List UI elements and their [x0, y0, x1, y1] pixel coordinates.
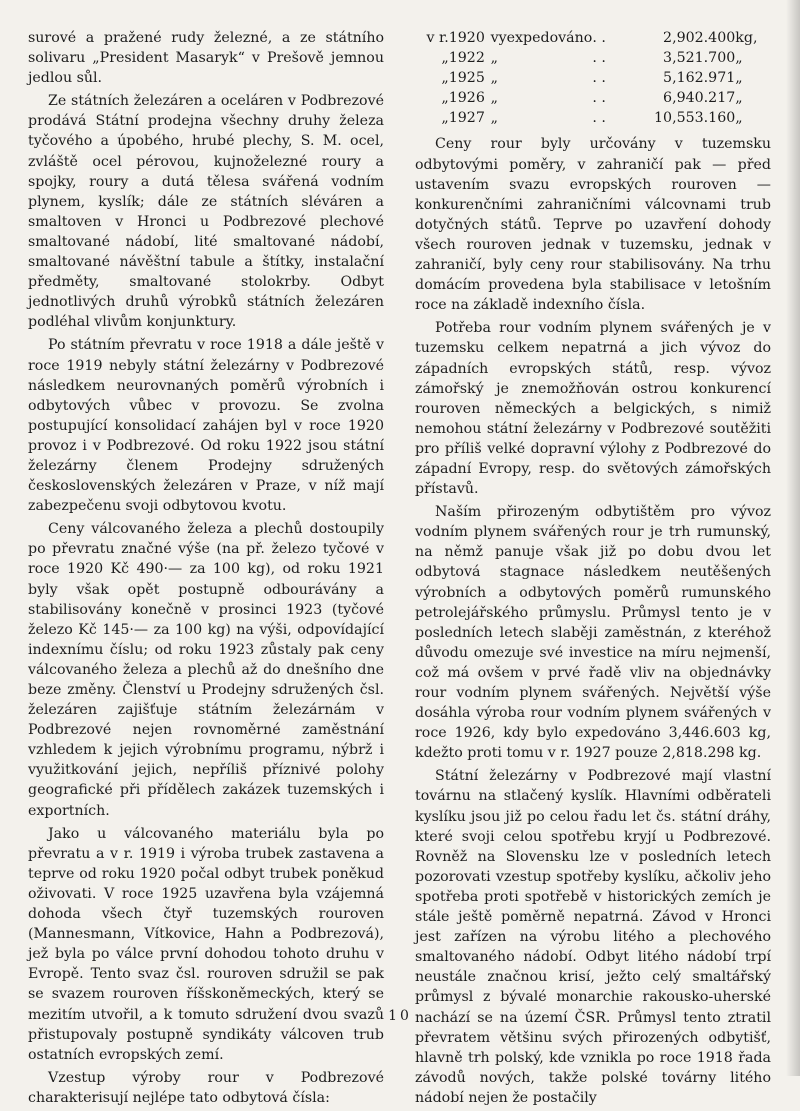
row-value: 6,940.217 [663, 90, 736, 107]
row-prefix: „ [441, 50, 449, 67]
row-prefix: „ [441, 110, 449, 127]
row-dots: . . [592, 50, 606, 67]
row-dots: . . [592, 70, 606, 87]
row-unit: „ [735, 110, 743, 127]
row-prefix: v r. [426, 30, 449, 46]
paragraph: Ze státních železáren a oceláren v Podbrezové prodává Státní prodejna všechny druhy železa tyčového a úpobého, hrubé plechy, S. M. ocel, zvláště ocel pérovou, kujnoželezné roury a spojky, roury a dutá tělesa svářená vodním plynem, kyslík; dále ze státních sléváren a smaltoven v Hronci u Podbrezové plechové smaltované nádobí, lité smaltované nádobí, smaltované návěštní tabule a štítky, instalační předměty, smaltované stolokrby. Odbyt jednotlivých druhů výrobků státních železáren podléhal vlivům konjunktury. [28, 93, 384, 331]
table-row [415, 28, 771, 48]
paragraph: Ceny válcovaného železa a plechů dostoupily po převratu značné výše (na př. železo tyčové v roce 1920 Kč 490·— za 100 kg), od roku 1921 byly však opět postupně odbourávány a stabilisovány konečně v prosinci 1923 (tyčové železo Kč 145·— za 100 kg) na výši, odpovídající indexnímu číslu; od roku 1923 zůstaly pak ceny válcovaného železa a plechů až do dnešního dne beze změny. Členství u Prodejny sdružených čsl. železáren zajišťuje státním železárnám v Podbrezové nejen rovnoměrné zaměstnání vzhledem k jejich výrobnímu programu, nýbrž i využitkování jejich, nepříliš příznivé polohy geografické při přídělech zakázek tuzemských i exportních. [28, 521, 384, 819]
row-unit: kg, [735, 30, 758, 46]
paragraph: surové a pražené rudy železné, a ze státního solivaru „President Masaryk“ v Prešově jemnou jedlou sůl. [28, 30, 384, 87]
row-word: „ [490, 50, 498, 67]
row-word: „ [490, 70, 498, 87]
row-value: 3,521.700 [663, 50, 736, 67]
row-dots: . . [592, 110, 606, 127]
row-year: 1927 [448, 110, 485, 127]
row-unit: „ [735, 90, 743, 107]
page-number: 10 [388, 1008, 412, 1024]
row-unit: „ [735, 50, 743, 67]
paragraph: Vzestup výroby rour v Podbrezové charakterisují nejlépe tato odbytová čísla: [28, 1069, 384, 1106]
row-word: „ [490, 110, 498, 127]
row-word: „ [490, 90, 498, 107]
row-dots: . . [592, 30, 606, 46]
paragraph: Ceny rour byly určovány v tuzemsku odbytovými poměry, v zahraničí pak — před ustavením svazu evropských rouroven — konkurenčními zahraničními válcovnami trub dotyčných států. Teprve po uzavření dohody všech rouroven jednak v tuzemsku, jednak v zahraničí, byly ceny rour stabilisovány. Na trhu domácím provedena byla stabilisace v letošním roce na základě indexního čísla. [415, 136, 771, 314]
row-value: 5,162.971 [663, 70, 736, 87]
row-prefix: „ [441, 90, 449, 107]
row-dots: . . [592, 90, 606, 107]
row-year: 1922 [448, 50, 485, 67]
row-value: 2,902.400 [663, 30, 736, 46]
table-row [415, 108, 771, 128]
row-year: 1926 [448, 90, 485, 107]
row-word: vyexpedováno [490, 30, 593, 46]
row-value: 10,553.160 [654, 110, 736, 127]
paragraph: Státní železárny v Podbrezové mají vlastní továrnu na stlačený kyslík. Hlavními odběrateli kyslíku jsou již po celou řadu let čs. státní dráhy, které svoji celou spotřebu kryjí u Podbrezové. Rovněž na Slovensku lze v posledních letech pozorovati vzestup spotřeby kyslíku, ačkoliv jeho spotřeba proti spotřebě v historických zemích je stále ještě poměrně nepatrná. Závod v Hronci jest zařízen na výrobu litého a plechového smaltovaného nádobí. Odbyt litého nádobí trpí neustále značnou krisí, ježto celý smaltářský průmysl z bývalé monarchie rakousko-uherské nachází se na území ČSR. Průmysl tento ztratil převratem většinu svých přirozených odbytišť, hlavně trh polský, kde vznikla po roce 1918 řada závodů nových, takže polské továrny litého nádobí nejen že postačily [415, 768, 771, 1106]
row-unit: „ [735, 70, 743, 87]
paragraph: Naším přirozeným odbytištěm pro vývoz vodním plynem svářených rour je trh rumunský, na němž panuje však již po dobu dvou let odbytová stagnace následkem neutěšených výrobních a odbytových poměrů rumunského petrolejářského průmyslu. Průmysl tento je v posledních letech slaběji zaměstnán, z kteréhož důvodu omezuje své investice na míru nejmenší, což má ovšem v prvé řadě vliv na objednávky rour vodním plynem svářených. Největší výše dosáhla výroba rour vodním plynem svářených v roce 1926, kdy bylo expedováno 3,446.603 kg, kdežto proti tomu v r. 1927 pouze 2,818.298 kg. [415, 504, 771, 762]
row-prefix: „ [441, 70, 449, 87]
paragraph: Jako u válcovaného materiálu byla po převratu a v r. 1919 i výroba trubek zastavena a teprve od roku 1920 počal odbyt trubek poněkud oživovati. V roce 1925 uzavřena byla vzájemná dohoda všech čtyř tuzemských rouroven (Mannesmann, Vítkovice, Hahn a Podbrezová), jež byla po válce první dohodou tohoto druhu v Evropě. Tento svaz čsl. rouroven sdružil se pak se svazem rouroven říšskoněmeckých, který se mezitím utvořil, a k tomuto sdružení dvou svazů přistupovaly postupně syndikáty válcoven trub ostatních evropských zemí. [28, 825, 384, 1063]
paragraph: Po státním převratu v roce 1918 a dále ještě v roce 1919 nebyly státní železárny v Podbrezové následkem neurovnaných poměrů výrobních i odbytových vůbec v provozu. Se zvolna postupující konsolidací zahájen byl v roce 1920 provoz i v Podbrezové. Od roku 1922 jsou státní železárny členem Prodejny sdružených československých železáren v Praze, v níž mají zabezpečenu svoji odbytovou kvotu. [28, 337, 384, 515]
table-row [415, 88, 771, 108]
page-edge-shadow [786, 0, 800, 1076]
row-year: 1920 [448, 30, 485, 46]
left-column [28, 28, 384, 1111]
right-column [415, 28, 771, 1111]
shipment-stats-table [415, 28, 771, 128]
table-row [415, 68, 771, 88]
row-year: 1925 [448, 70, 485, 87]
table-row [415, 48, 771, 68]
paragraph: Potřeba rour vodním plynem svářených je v tuzemsku celkem nepatrná a jich vývoz do západních evropských států, resp. vývoz zámořský je znemožňován ostrou konkurencí rouroven německých a belgických, s nimiž nemohou státní železárny v Podbrezové soutěžiti pro příliš velké dopravní výlohy z Podbrezové do západní Evropy, resp. do světových zámořských přístavů. [415, 320, 771, 498]
